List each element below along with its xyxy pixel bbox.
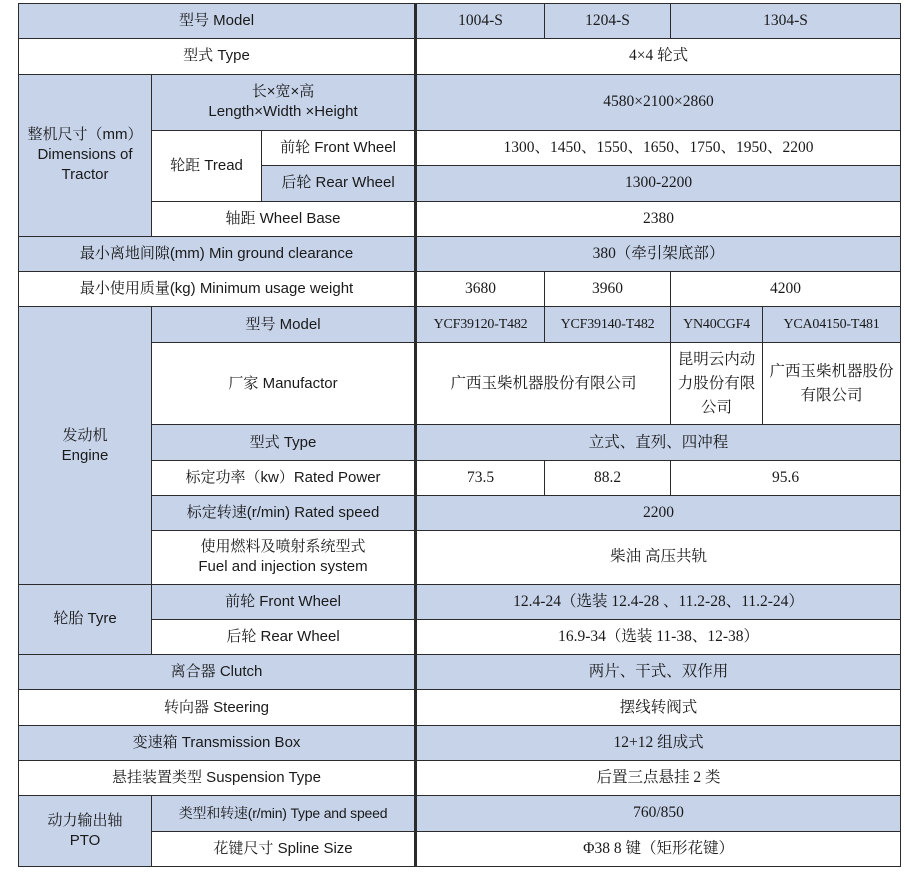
row-wheel-base	[19, 201, 901, 236]
row-tyre-front	[19, 584, 901, 619]
engine-model-label: 型号 Model	[152, 307, 416, 342]
engine-fuel-value: 柴油 高压共轨	[416, 531, 901, 584]
lwh-value: 4580×2100×2860	[416, 74, 901, 130]
engine-fuel-label	[152, 531, 416, 584]
engine-label-en: Engine	[61, 446, 109, 464]
pto-spline-value: Φ38 8 键（矩形花键）	[416, 831, 901, 866]
transmission-label: 变速箱 Transmission Box	[19, 725, 416, 760]
min-weight-value-3: 4200	[671, 272, 901, 307]
row-engine-fuel	[19, 531, 901, 584]
dimensions-label-cn: 整机尺寸（mm）	[27, 126, 143, 144]
lwh-label-en: Length×Width ×Height	[208, 103, 358, 121]
type-label: 型式 Type	[19, 39, 416, 74]
tyre-group-label: 轮胎 Tyre	[19, 584, 152, 655]
engine-speed-label: 标定转速(r/min) Rated speed	[152, 495, 416, 530]
engine-power-value-3: 95.6	[671, 460, 901, 495]
engine-power-value-1: 73.5	[416, 460, 545, 495]
tread-front-wheel-value: 1300、1450、1550、1650、1750、1950、2200	[416, 131, 901, 166]
engine-model-value-2: YCF39140-T482	[545, 307, 671, 342]
engine-fuel-label-cn: 使用燃料及喷射系统型式	[200, 538, 366, 556]
row-ground-clearance	[19, 236, 901, 271]
engine-speed-value: 2200	[416, 495, 901, 530]
steering-value: 摆线转阀式	[416, 690, 901, 725]
pto-type-speed-label: 类型和转速(r/min) Type and speed	[152, 796, 416, 831]
tyre-front-value: 12.4-24（选装 12.4-28 、11.2-28、11.2-24）	[416, 584, 901, 619]
row-clutch	[19, 655, 901, 690]
tread-rear-wheel-label: 后轮 Rear Wheel	[262, 166, 416, 201]
row-steering	[19, 690, 901, 725]
model-value-1204s: 1204-S	[545, 4, 671, 39]
engine-type-value: 立式、直列、四冲程	[416, 425, 901, 460]
clutch-value: 两片、干式、双作用	[416, 655, 901, 690]
row-engine-power	[19, 460, 901, 495]
row-pto-type-speed	[19, 796, 901, 831]
lwh-label	[152, 74, 416, 130]
type-value: 4×4 轮式	[416, 39, 901, 74]
tyre-rear-label: 后轮 Rear Wheel	[152, 619, 416, 654]
model-label: 型号 Model	[19, 4, 416, 39]
dimensions-label-en: Dimensions of Tractor	[37, 146, 133, 184]
wheel-base-value: 2380	[416, 201, 901, 236]
model-value-1004s: 1004-S	[416, 4, 545, 39]
min-weight-value-2: 3960	[545, 272, 671, 307]
tyre-front-label: 前轮 Front Wheel	[152, 584, 416, 619]
suspension-value: 后置三点悬挂 2 类	[416, 761, 901, 796]
min-weight-label: 最小使用质量(kg) Minimum usage weight	[19, 272, 416, 307]
tread-front-wheel-label: 前轮 Front Wheel	[262, 131, 416, 166]
engine-label-cn: 发动机	[62, 426, 108, 444]
row-engine-speed	[19, 495, 901, 530]
tread-label: 轮距 Tread	[152, 131, 262, 202]
ground-clearance-value: 380（牵引架底部）	[416, 236, 901, 271]
suspension-label: 悬挂装置类型 Suspension Type	[19, 761, 416, 796]
clutch-label: 离合器 Clutch	[19, 655, 416, 690]
pto-type-speed-value: 760/850	[416, 796, 901, 831]
row-tyre-rear	[19, 619, 901, 654]
wheel-base-label: 轴距 Wheel Base	[152, 201, 416, 236]
engine-group-label	[19, 307, 152, 584]
steering-label: 转向器 Steering	[19, 690, 416, 725]
tractor-spec-table	[18, 3, 901, 867]
engine-power-label: 标定功率（kw）Rated Power	[152, 460, 416, 495]
pto-label-cn: 动力输出轴	[47, 812, 123, 830]
pto-label-en: PTO	[69, 832, 101, 850]
engine-model-value-1: YCF39120-T482	[416, 307, 545, 342]
pto-spline-label: 花键尺寸 Spline Size	[152, 831, 416, 866]
row-dimensions-lwh	[19, 74, 901, 130]
tyre-rear-value: 16.9-34（选装 11-38、12-38）	[416, 619, 901, 654]
dimensions-group-label	[19, 74, 152, 236]
engine-power-value-2: 88.2	[545, 460, 671, 495]
tread-rear-wheel-value: 1300-2200	[416, 166, 901, 201]
engine-manufacturer-label: 厂家 Manufactor	[152, 342, 416, 425]
ground-clearance-label: 最小离地间隙(mm) Min ground clearance	[19, 236, 416, 271]
engine-model-value-3: YN40CGF4	[671, 307, 763, 342]
row-pto-spline	[19, 831, 901, 866]
row-engine-type	[19, 425, 901, 460]
engine-manufacturer-value-1: 广西玉柴机器股份有限公司	[416, 342, 671, 425]
row-tread-front	[19, 131, 901, 166]
row-transmission	[19, 725, 901, 760]
row-min-weight	[19, 272, 901, 307]
lwh-label-cn: 长×宽×高	[251, 83, 315, 101]
transmission-value: 12+12 组成式	[416, 725, 901, 760]
row-engine-manufacturer	[19, 342, 901, 425]
engine-fuel-label-en: Fuel and injection system	[198, 558, 368, 576]
pto-group-label	[19, 796, 152, 867]
engine-type-label: 型式 Type	[152, 425, 416, 460]
row-type	[19, 39, 901, 74]
model-value-1304s: 1304-S	[671, 4, 901, 39]
row-suspension	[19, 761, 901, 796]
row-model	[19, 4, 901, 39]
engine-manufacturer-value-2: 昆明云内动力股份有限公司	[671, 342, 763, 425]
min-weight-value-1: 3680	[416, 272, 545, 307]
row-engine-model	[19, 307, 901, 342]
engine-model-value-4: YCA04150-T481	[763, 307, 901, 342]
engine-manufacturer-value-3: 广西玉柴机器股份有限公司	[763, 342, 901, 425]
